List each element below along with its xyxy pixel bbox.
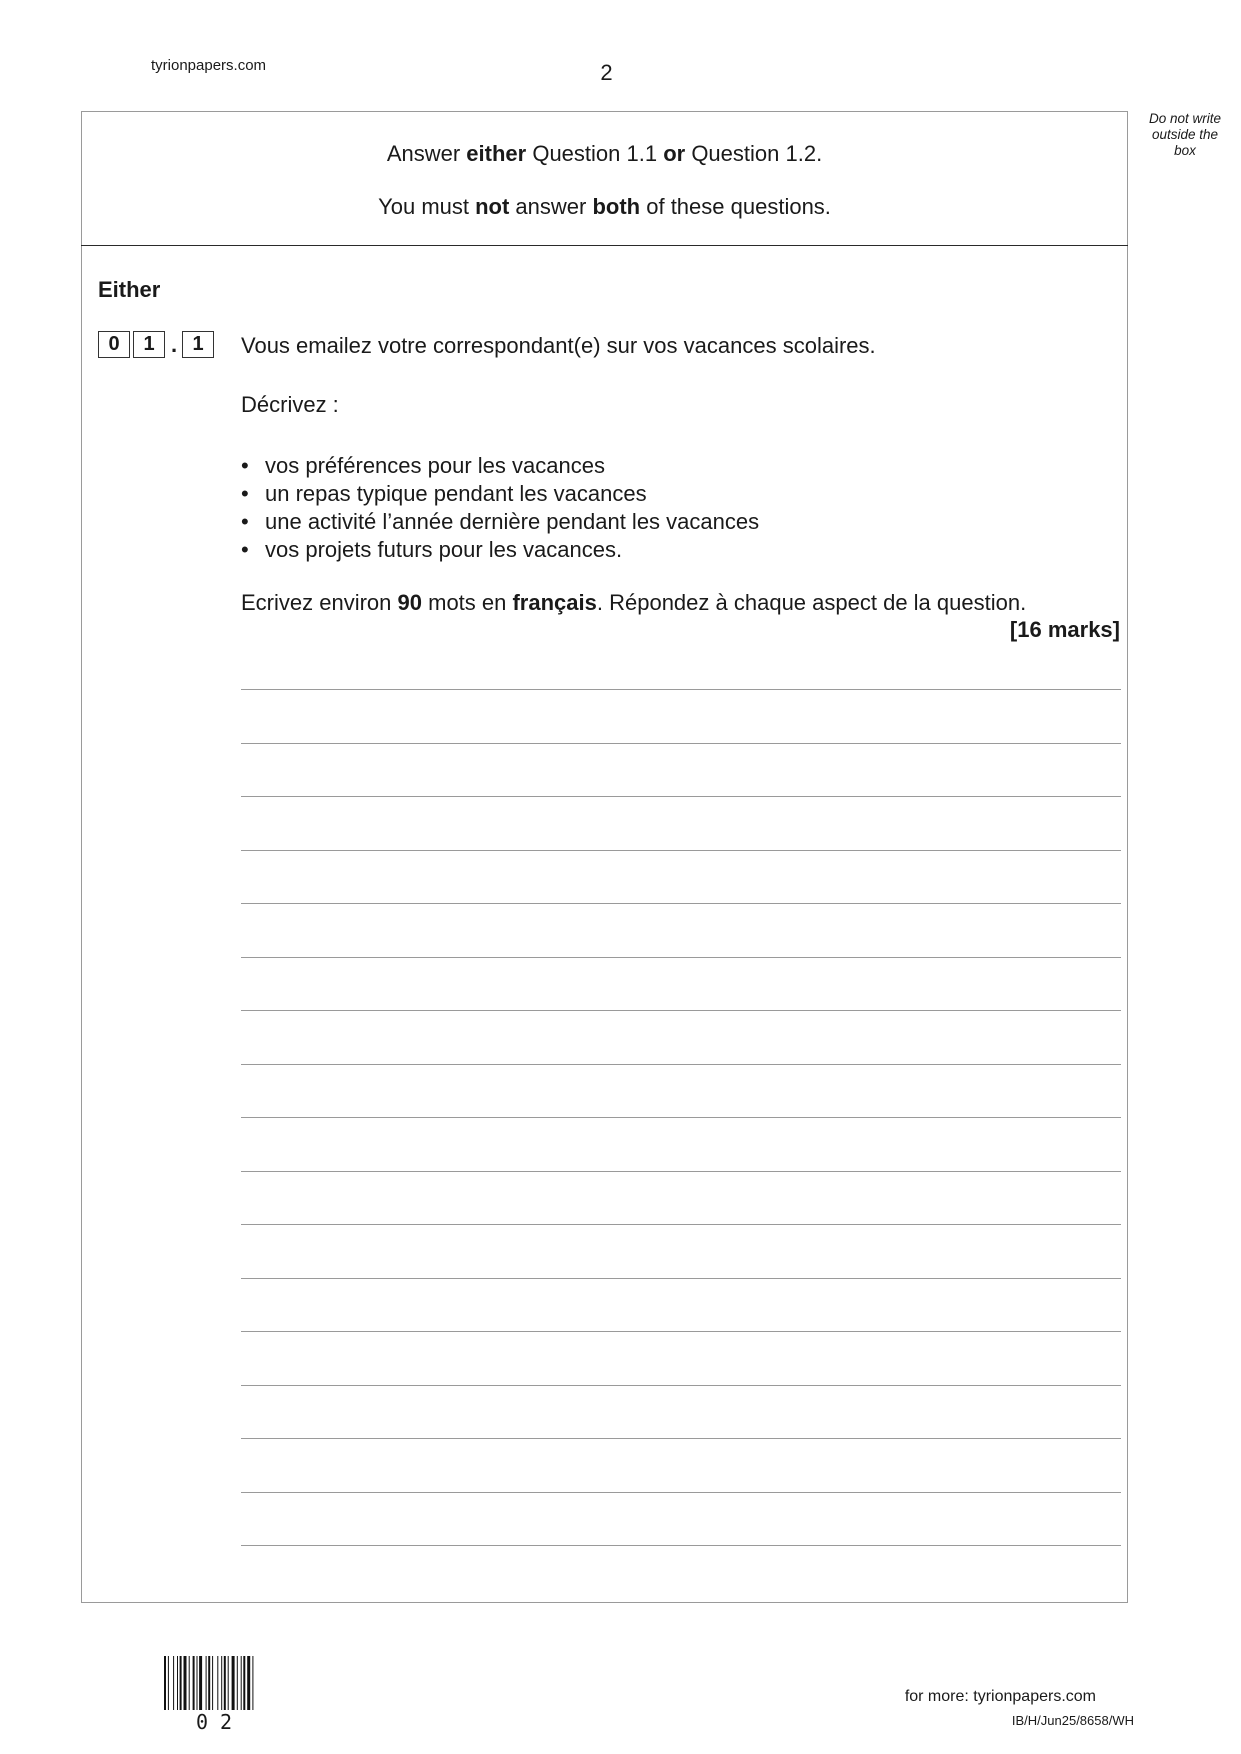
barcode: [164, 1656, 280, 1710]
answer-line[interactable]: [241, 1331, 1121, 1332]
instruction-emphasis: or: [663, 141, 686, 166]
margin-note-line: box: [1174, 143, 1196, 158]
question-number-digit: 1: [182, 331, 214, 358]
instruction-text: You must: [378, 194, 476, 219]
instruction-emphasis: both: [592, 194, 641, 219]
barcode-bar: [217, 1656, 218, 1710]
barcode-bar: [228, 1656, 229, 1710]
barcode-bar: [189, 1656, 190, 1710]
barcode-bar: [206, 1656, 207, 1710]
margin-note-line: outside the: [1151, 127, 1219, 142]
instruction-text: Question 1.2.: [685, 141, 823, 166]
answer-line[interactable]: [241, 1278, 1121, 1279]
answer-line[interactable]: [241, 1385, 1121, 1386]
task-emphasis: français: [512, 590, 597, 615]
answer-line[interactable]: [241, 1545, 1121, 1546]
answer-line[interactable]: [241, 1224, 1121, 1225]
site-name: tyrionpapers.com: [151, 57, 267, 74]
barcode-bar: [177, 1656, 178, 1710]
instruction-text: Question 1.1: [526, 141, 664, 166]
answer-line[interactable]: [241, 689, 1121, 690]
instruction-line-1: [81, 141, 1128, 167]
instruction-text: Answer: [386, 141, 467, 166]
answer-line[interactable]: [241, 796, 1121, 797]
barcode-bar: [184, 1656, 187, 1710]
barcode-bar: [221, 1656, 222, 1710]
answer-line[interactable]: [241, 850, 1121, 851]
barcode-bar: [164, 1656, 166, 1710]
task-text: mots en: [422, 590, 513, 615]
answer-line[interactable]: [241, 1438, 1121, 1439]
barcode-bar: [243, 1656, 245, 1710]
bullet-item: • vos projets futurs pour les vacances.: [241, 536, 759, 564]
answer-line[interactable]: [241, 1492, 1121, 1493]
answer-line[interactable]: [241, 1117, 1121, 1118]
instruction-emphasis: not: [475, 194, 510, 219]
barcode-bar: [168, 1656, 169, 1710]
barcode-bar: [199, 1656, 202, 1710]
question-number-digit: 1: [133, 331, 165, 358]
answer-line[interactable]: [241, 1010, 1121, 1011]
page-number: 2: [600, 60, 613, 85]
marks-label: [16 marks]: [1009, 617, 1120, 642]
task-emphasis: 90: [397, 590, 422, 615]
answer-line[interactable]: [241, 1064, 1121, 1065]
barcode-bar: [237, 1656, 238, 1710]
barcode-bar: [197, 1656, 198, 1710]
task-instruction: [241, 590, 1026, 616]
barcode-bar: [173, 1656, 174, 1710]
either-label: Either: [98, 277, 161, 302]
barcode-bar: [247, 1656, 250, 1710]
footer-more-link: for more: tyrionpapers.com: [904, 1688, 1096, 1705]
barcode-bar: [208, 1656, 210, 1710]
answer-line[interactable]: [241, 743, 1121, 744]
margin-note: [1137, 111, 1233, 159]
question-prompt: Vous emailez votre correspondant(e) sur vos vacances scolaires.: [241, 333, 876, 358]
answer-line[interactable]: [241, 903, 1121, 904]
question-number-digit: 0: [98, 331, 130, 358]
paper-code: IB/H/Jun25/8658/WH: [1011, 1713, 1134, 1728]
barcode-bar: [241, 1656, 242, 1710]
barcode-bar: [193, 1656, 195, 1710]
instruction-text: of these questions.: [640, 194, 831, 219]
barcode-number: 02: [196, 1710, 245, 1734]
barcode-bar: [232, 1656, 235, 1710]
question-number-separator: .: [171, 332, 178, 357]
bullet-item: • un repas typique pendant les vacances: [241, 480, 759, 508]
task-text: . Répondez à chaque aspect de la question.: [596, 590, 1027, 615]
bullet-item: • une activité l’année dernière pendant les vacances: [241, 508, 759, 536]
barcode-bar: [224, 1656, 226, 1710]
answer-line[interactable]: [241, 957, 1121, 958]
barcode-bar: [252, 1656, 253, 1710]
instruction-text: answer: [509, 194, 593, 219]
margin-note-line: Do not write: [1148, 111, 1222, 126]
bullet-item: • vos préférences pour les vacances: [241, 452, 759, 480]
instruction-line-2: [81, 194, 1128, 220]
describe-label: Décrivez :: [241, 392, 339, 417]
answer-line[interactable]: [241, 1171, 1121, 1172]
instruction-divider: [81, 245, 1128, 246]
task-text: Ecrivez environ: [241, 590, 398, 615]
instruction-emphasis: either: [466, 141, 527, 166]
barcode-bar: [212, 1656, 213, 1710]
bullet-list: [241, 452, 759, 564]
barcode-bar: [180, 1656, 182, 1710]
